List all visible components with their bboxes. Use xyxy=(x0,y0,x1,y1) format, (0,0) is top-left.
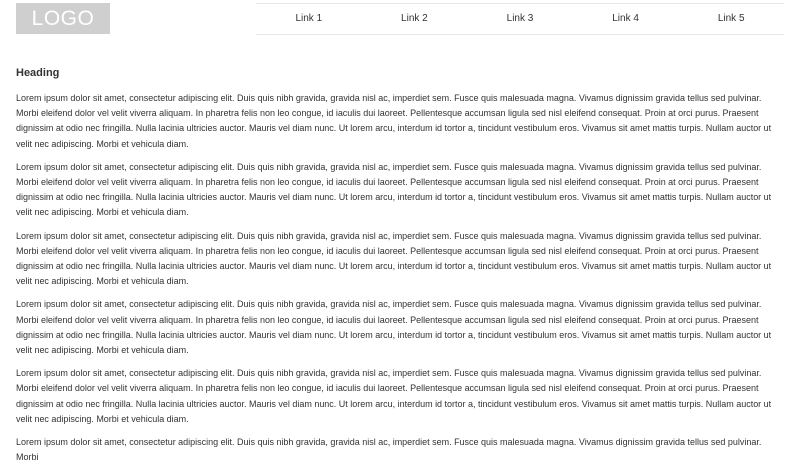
main-nav xyxy=(256,3,784,35)
nav-link-4[interactable]: Link 4 xyxy=(612,13,639,24)
nav-link-2[interactable]: Link 2 xyxy=(401,13,428,24)
nav-link-5[interactable]: Link 5 xyxy=(717,13,745,24)
body-paragraph: Lorem ipsum dolor sit amet, consectetur adipiscing elit. Duis quis nibh gravida, gravida nisl ac, imperdiet sem. Fusce quis malesuada magna. Vivamus dignissim gravida tellus sed pulvinar. Morbi eleifend dolor vel velit viverra aliquam. In pharetra felis non leo congue, id iaculis dui laoreet. Pellentesque accumsan ligula sed nisl eleifend consequat. Proin at orci purus. Praesent dignissim at odio nec fringilla. Nulla lacinia ultricies auctor. Mauris vel diam nunc. Ut lorem arcu, interdum id tortor a, tincidunt vestibulum eros. Vivamus sit amet mattis turpis. Nullam auctor ut velit nec adipiscing. Morbi et vehicula diam. xyxy=(16,93,772,149)
body-paragraph: Lorem ipsum dolor sit amet, consectetur adipiscing elit. Duis quis nibh gravida, gravida nisl ac, imperdiet sem. Fusce quis malesuada magna. Vivamus dignissim gravida tellus sed pulvinar. Morbi xyxy=(16,437,762,463)
body-paragraph: Lorem ipsum dolor sit amet, consectetur adipiscing elit. Duis quis nibh gravida, gravida nisl ac, imperdiet sem. Fusce quis malesuada magna. Vivamus dignissim gravida tellus sed pulvinar. Morbi eleifend dolor vel velit viverra aliquam. In pharetra felis non leo congue, id iaculis dui laoreet. Pellentesque accumsan ligula sed nisl eleifend consequat. Proin at orci purus. Praesent dignissim at odio nec fringilla. Nulla lacinia ultricies auctor. Mauris vel diam nunc. Ut lorem arcu, interdum id tortor a, tincidunt vestibulum eros. Vivamus sit amet mattis turpis. Nullam auctor ut velit nec adipiscing. Morbi et vehicula diam. xyxy=(16,299,772,356)
body-paragraph: Lorem ipsum dolor sit amet, consectetur adipiscing elit. Duis quis nibh gravida, gravida nisl ac, imperdiet sem. Fusce quis malesuada magna. Vivamus dignissim gravida tellus sed pulvinar. Morbi eleifend dolor vel velit viverra aliquam. In pharetra felis non leo congue, id iaculis dui laoreet. Pellentesque accumsan ligula sed nisl eleifend consequat. Proin at orci purus. Praesent dignissim at odio nec fringilla. Nulla lacinia ultricies auctor. Mauris vel diam nunc. Ut lorem arcu, interdum id tortor a, tincidunt vestibulum eros. Vivamus sit amet mattis turpis. Nullam auctor ut velit nec adipiscing. Morbi et vehicula diam. xyxy=(16,230,772,287)
body-paragraph: Lorem ipsum dolor sit amet, consectetur adipiscing elit. Duis quis nibh gravida, gravida nisl ac, imperdiet sem. Fusce quis malesuada magna. Vivamus dignissim gravida tellus sed pulvinar. Morbi eleifend dolor vel velit viverra aliquam. In pharetra felis non leo congue, id iaculis dui laoreet. Pellentesque accumsan ligula sed nisl eleifend consequat. Proin at orci purus. Praesent dignissim at odio nec fringilla. Nulla lacinia ultricies auctor. Mauris vel diam nunc. Ut lorem arcu, interdum id tortor a, tincidunt vestibulum eros. Vivamus sit amet mattis turpis. Nullam auctor ut velit nec adipiscing. Morbi et vehicula diam. xyxy=(16,368,772,424)
body-paragraph: Lorem ipsum dolor sit amet, consectetur adipiscing elit. Duis quis nibh gravida, gravida nisl ac, imperdiet sem. Fusce quis malesuada magna. Vivamus dignissim gravida tellus sed pulvinar. Morbi eleifend dolor vel velit viverra aliquam. In pharetra felis non leo congue, id iaculis dui laoreet. Pellentesque accumsan ligula sed nisl eleifend consequat. Proin at orci purus. Praesent dignissim at odio nec fringilla. Nulla lacinia ultricies auctor. Mauris vel diam nunc. Ut lorem arcu, interdum id tortor a, tincidunt vestibulum eros. Vivamus sit amet mattis turpis. Nullam auctor ut velit nec adipiscing. Morbi et vehicula diam. xyxy=(16,161,772,218)
logo[interactable]: LOGO xyxy=(16,3,110,34)
page-heading: Heading xyxy=(16,67,60,79)
main-content xyxy=(16,66,786,465)
nav-link-3[interactable]: Link 3 xyxy=(506,13,534,24)
nav-link-1[interactable]: Link 1 xyxy=(295,13,323,24)
